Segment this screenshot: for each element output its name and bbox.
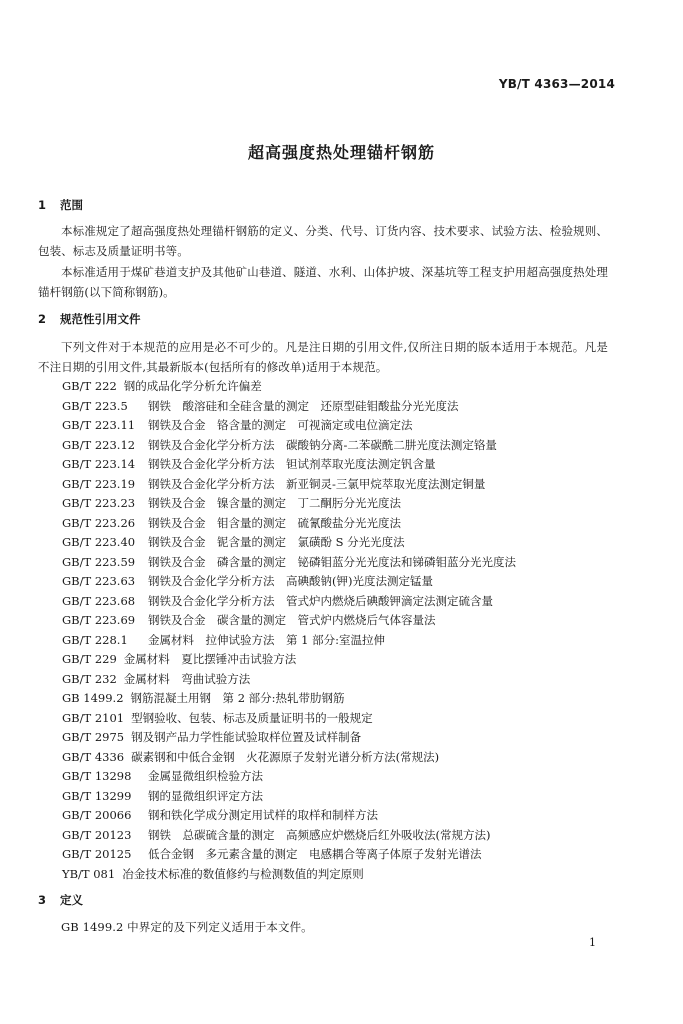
reference-code: GB/T 4336: [62, 749, 125, 764]
reference-title: 金属材料 拉伸试验方法 第 1 部分:室温拉伸: [148, 632, 385, 647]
reference-title: 冶金技术标准的数值修约与检测数值的判定原则: [122, 866, 364, 881]
document-code: YB/T 4363—2014: [498, 77, 615, 91]
reference-title: 钢和铁化学成分测定用试样的取样和制样方法: [148, 808, 378, 822]
references-intro-paragraph: 下列文件对于本规范的应用是必不可少的。凡是注日期的引用文件,仅所注日期的版本适用于本规范。凡是不注日期的引用文件,其最新版本(包括所有的修改单)适用于本规范。: [38, 340, 608, 374]
reference-title: 钢铁及合金化学分析方法 新亚铜灵-三氯甲烷萃取光度法测定铜量: [148, 476, 486, 491]
definitions-paragraph: GB 1499.2 中界定的及下列定义适用于本文件。: [61, 920, 313, 934]
reference-code: GB/T 20066: [62, 808, 132, 822]
reference-item: [62, 787, 263, 806]
reference-item: [62, 592, 493, 611]
reference-code: GB/T 222: [62, 379, 117, 393]
section-title: 定义: [60, 893, 84, 907]
page-number: 1: [589, 936, 596, 949]
reference-code: GB/T 13298: [62, 769, 132, 783]
reference-title: 钢铁及合金化学分析方法 管式炉内燃烧后碘酸钾滴定法测定硫含量: [148, 593, 493, 608]
reference-item: [62, 416, 413, 435]
reference-item: [62, 826, 490, 845]
reference-code: GB/T 232: [62, 671, 117, 686]
section-title: 范围: [60, 198, 84, 212]
reference-code: GB/T 223.5: [62, 398, 128, 413]
reference-code: GB/T 223.19: [62, 476, 136, 491]
reference-code: GB/T 223.59: [62, 554, 136, 569]
reference-item: [62, 494, 401, 513]
reference-code: GB/T 2975: [62, 730, 125, 744]
reference-title: 钢铁及合金化学分析方法 碳酸钠分离-二苯碳酰二肼光度法测定铬量: [148, 437, 497, 452]
reference-title: 型钢验收、包装、标志及质量证明书的一般规定: [131, 710, 373, 725]
reference-item: [62, 631, 385, 650]
reference-title: 钢铁及合金化学分析方法 钽试剂萃取光度法测定钒含量: [148, 457, 436, 471]
reference-code: GB/T 223.26: [62, 515, 136, 530]
reference-title: 钢铁 酸溶硅和全硅含量的测定 还原型硅钼酸盐分光光度法: [148, 398, 459, 413]
reference-code: GB/T 223.11: [62, 418, 136, 432]
reference-code: GB/T 13299: [62, 788, 132, 803]
reference-title: 钢筋混凝土用钢 第 2 部分:热轧带肋钢筋: [130, 691, 345, 705]
reference-item: [62, 514, 401, 533]
scope-paragraph-1: 本标准规定了超高强度热处理锚杆钢筋的定义、分类、代号、订货内容、技术要求、试验方法、检验规则、包装、标志及质量证明书等。: [38, 224, 608, 258]
reference-code: GB/T 223.40: [62, 535, 136, 549]
reference-title: 钢铁及合金 铬含量的测定 可视滴定或电位滴定法: [148, 418, 413, 432]
reference-item: [62, 553, 516, 572]
reference-title: 碳素钢和中低合金钢 火花源原子发射光谱分析方法(常规法): [131, 749, 440, 764]
reference-code: GB/T 223.12: [62, 437, 136, 452]
reference-code: GB/T 223.69: [62, 613, 136, 627]
reference-title: 钢铁及合金 钼含量的测定 硫氰酸盐分光光度法: [148, 515, 401, 530]
reference-code: YB/T 081: [62, 866, 116, 881]
reference-title: 金属材料 夏比摆锤冲击试验方法: [123, 652, 297, 666]
reference-item: [62, 397, 459, 416]
reference-code: GB/T 223.14: [62, 457, 136, 471]
reference-item: [62, 865, 364, 884]
reference-title: 金属材料 弯曲试验方法: [123, 671, 251, 686]
reference-title: 钢铁及合金化学分析方法 高碘酸钠(钾)光度法测定锰量: [148, 574, 433, 588]
reference-code: GB 1499.2: [62, 691, 124, 705]
section-number: 1: [38, 198, 47, 212]
reference-title: 钢铁 总碳硫含量的测定 高频感应炉燃烧后红外吸收法(常规方法): [148, 827, 491, 842]
section-title: 规范性引用文件: [60, 312, 141, 326]
reference-title: 钢铁及合金 镍含量的测定 丁二酮肟分光光度法: [148, 496, 401, 510]
scope-paragraph-2: 本标准适用于煤矿巷道支护及其他矿山巷道、隧道、水利、山体护坡、深基坑等工程支护用超高强度热处理锚杆钢筋(以下简称钢筋)。: [38, 265, 608, 299]
section-number: 3: [38, 893, 47, 907]
reference-code: GB/T 228.1: [62, 632, 128, 647]
reference-item: [62, 845, 482, 864]
reference-item: [62, 709, 373, 728]
reference-item: [62, 611, 436, 630]
reference-title: 钢的显微组织评定方法: [148, 788, 263, 803]
reference-title: 钢铁及合金 铌含量的测定 氯磺酚 S 分光光度法: [148, 535, 405, 549]
reference-title: 钢及钢产品力学性能试验取样位置及试样制备: [131, 730, 362, 744]
reference-code: GB/T 20123: [62, 827, 132, 842]
reference-item: [62, 455, 436, 474]
reference-code: GB/T 223.63: [62, 574, 136, 588]
reference-title: 钢的成品化学分析允许偏差: [123, 379, 262, 393]
section-number: 2: [38, 312, 47, 326]
reference-item: [62, 806, 378, 825]
reference-code: GB/T 229: [62, 652, 117, 666]
reference-title: 钢铁及合金 磷含量的测定 铋磷钼蓝分光光度法和锑磷钼蓝分光光度法: [148, 554, 516, 569]
reference-item: [62, 728, 361, 747]
reference-item: [62, 475, 485, 494]
section-heading-scope: [38, 197, 83, 213]
section-heading-normative-references: [38, 311, 141, 327]
reference-item: [62, 748, 439, 767]
reference-item: [62, 533, 405, 552]
reference-item: [62, 670, 250, 689]
reference-title: 金属显微组织检验方法: [148, 769, 263, 783]
reference-item: [62, 572, 433, 591]
page-title: 超高强度热处理锚杆钢筋: [247, 143, 435, 162]
reference-item: [62, 767, 263, 786]
reference-item: [62, 689, 345, 708]
section-heading-definitions: [38, 892, 83, 908]
reference-title: 低合金钢 多元素含量的测定 电感耦合等离子体原子发射光谱法: [148, 847, 482, 861]
reference-code: GB/T 223.23: [62, 496, 136, 510]
reference-title: 钢铁及合金 碳含量的测定 管式炉内燃烧后气体容量法: [148, 613, 436, 627]
reference-code: GB/T 223.68: [62, 593, 136, 608]
reference-item: [62, 436, 497, 455]
reference-item: [62, 650, 296, 669]
reference-item: [62, 377, 262, 396]
reference-code: GB/T 20125: [62, 847, 132, 861]
reference-code: GB/T 2101: [62, 710, 125, 725]
